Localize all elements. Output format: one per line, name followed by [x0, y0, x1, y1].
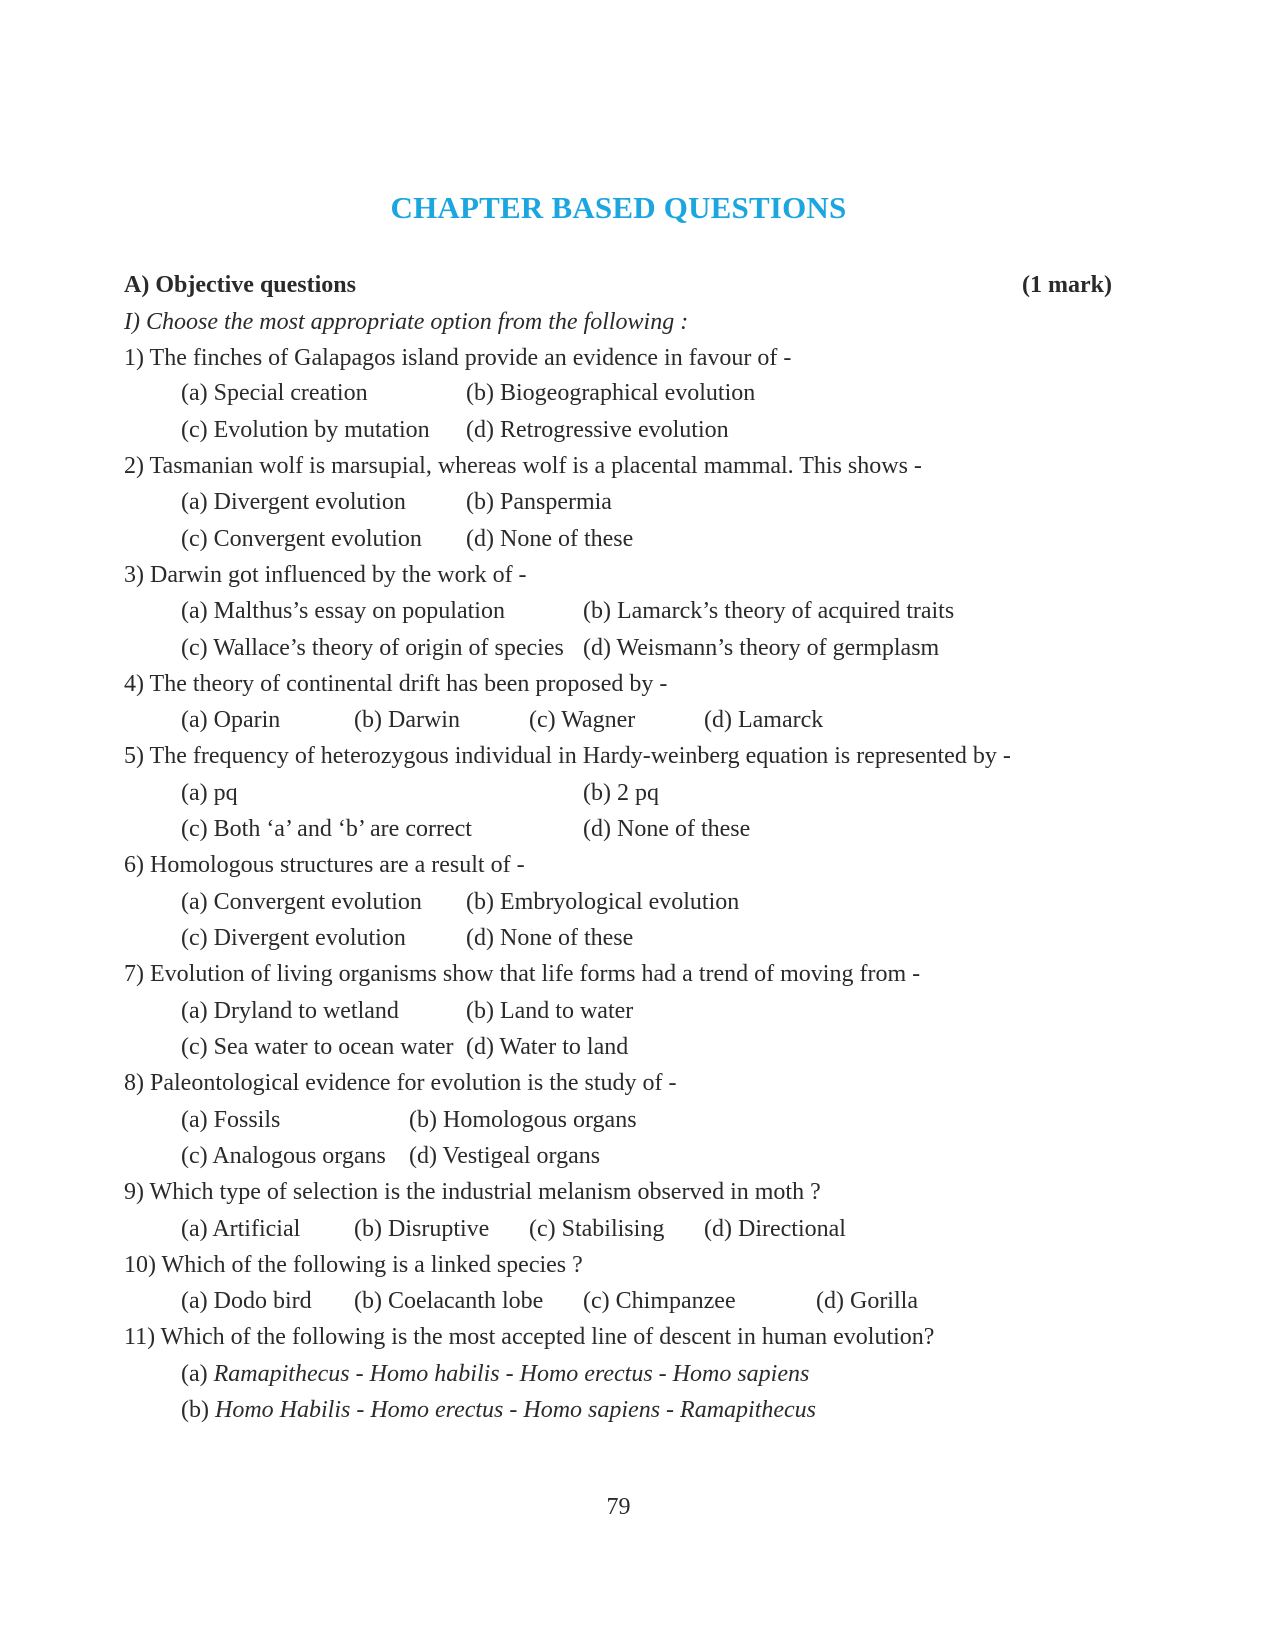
page-number: 79 — [606, 1494, 631, 1520]
question-9: 9) Which type of selection is the industrial melanism observed in moth ? — [124, 1179, 821, 1205]
question-2-option-b: (b) Panspermia — [466, 489, 612, 515]
question-4-option-b: (b) Darwin — [354, 707, 460, 733]
question-10-option-b: (b) Coelacanth lobe — [354, 1288, 544, 1314]
question-3-option-a: (a) Malthus’s essay on population — [181, 598, 505, 624]
question-8: 8) Paleontological evidence for evolution is the study of - — [124, 1070, 677, 1096]
question-11-option-b — [181, 1397, 816, 1424]
question-4-option-c: (c) Wagner — [529, 707, 636, 733]
question-2-option-a: (a) Divergent evolution — [181, 489, 406, 515]
question-1-option-b: (b) Biogeographical evolution — [466, 380, 756, 406]
question-11-option-a — [181, 1361, 809, 1388]
question-1-option-c: (c) Evolution by mutation — [181, 417, 430, 443]
question-7-option-d: (d) Water to land — [466, 1034, 629, 1060]
question-8-option-c: (c) Analogous organs — [181, 1143, 386, 1169]
question-1: 1) The finches of Galapagos island provide an evidence in favour of - — [124, 345, 792, 371]
question-3-option-d: (d) Weismann’s theory of germplasm — [583, 635, 940, 661]
option-label: (b) — [181, 1397, 209, 1423]
question-9-option-c: (c) Stabilising — [529, 1216, 665, 1242]
question-10: 10) Which of the following is a linked species ? — [124, 1252, 583, 1278]
section-heading: A) Objective questions — [124, 272, 356, 298]
question-6-option-d: (d) None of these — [466, 925, 634, 951]
question-4-option-a: (a) Oparin — [181, 707, 281, 733]
question-5-option-a: (a) pq — [181, 780, 238, 806]
question-1-option-a: (a) Special creation — [181, 380, 368, 406]
question-8-option-b: (b) Homologous organs — [409, 1107, 637, 1133]
question-6-option-a: (a) Convergent evolution — [181, 889, 422, 915]
question-2-option-d: (d) None of these — [466, 526, 634, 552]
question-7: 7) Evolution of living organisms show that life forms had a trend of moving from - — [124, 961, 921, 987]
question-5-option-b: (b) 2 pq — [583, 780, 659, 806]
question-6-option-c: (c) Divergent evolution — [181, 925, 406, 951]
question-1-option-d: (d) Retrogressive evolution — [466, 417, 729, 443]
marks-label: (1 mark) — [1022, 272, 1112, 298]
question-3-option-b: (b) Lamarck’s theory of acquired traits — [583, 598, 955, 624]
question-11: 11) Which of the following is the most accepted line of descent in human evolution? — [124, 1324, 935, 1350]
question-7-option-c: (c) Sea water to ocean water — [181, 1034, 454, 1060]
question-6-option-b: (b) Embryological evolution — [466, 889, 740, 915]
question-10-option-a: (a) Dodo bird — [181, 1288, 312, 1314]
question-8-option-a: (a) Fossils — [181, 1107, 281, 1133]
question-7-option-b: (b) Land to water — [466, 998, 634, 1024]
question-4: 4) The theory of continental drift has been proposed by - — [124, 671, 668, 697]
question-9-option-b: (b) Disruptive — [354, 1216, 490, 1242]
question-4-option-d: (d) Lamarck — [704, 707, 824, 733]
question-10-option-c: (c) Chimpanzee — [583, 1288, 736, 1314]
question-2: 2) Tasmanian wolf is marsupial, whereas wolf is a placental mammal. This shows - — [124, 453, 922, 479]
question-3-option-c: (c) Wallace’s theory of origin of species — [181, 635, 564, 661]
question-10-option-d: (d) Gorilla — [816, 1288, 918, 1314]
question-2-option-c: (c) Convergent evolution — [181, 526, 422, 552]
chapter-title: CHAPTER BASED QUESTIONS — [390, 190, 847, 225]
option-text: Ramapithecus - Homo habilis - Homo erectus - Homo sapiens — [213, 1361, 810, 1387]
question-3: 3) Darwin got influenced by the work of - — [124, 562, 527, 588]
option-text: Homo Habilis - Homo erectus - Homo sapiens - Ramapithecus — [214, 1397, 817, 1423]
question-8-option-d: (d) Vestigeal organs — [409, 1143, 601, 1169]
question-6: 6) Homologous structures are a result of - — [124, 852, 525, 878]
question-9-option-a: (a) Artificial — [181, 1216, 301, 1242]
option-label: (a) — [181, 1361, 208, 1387]
question-5-option-c: (c) Both ‘a’ and ‘b’ are correct — [181, 816, 472, 842]
question-7-option-a: (a) Dryland to wetland — [181, 998, 399, 1024]
question-5: 5) The frequency of heterozygous individual in Hardy-weinberg equation is represented by - — [124, 743, 1011, 769]
instruction-text: I) Choose the most appropriate option from the following : — [124, 309, 689, 335]
question-5-option-d: (d) None of these — [583, 816, 751, 842]
question-9-option-d: (d) Directional — [704, 1216, 846, 1242]
